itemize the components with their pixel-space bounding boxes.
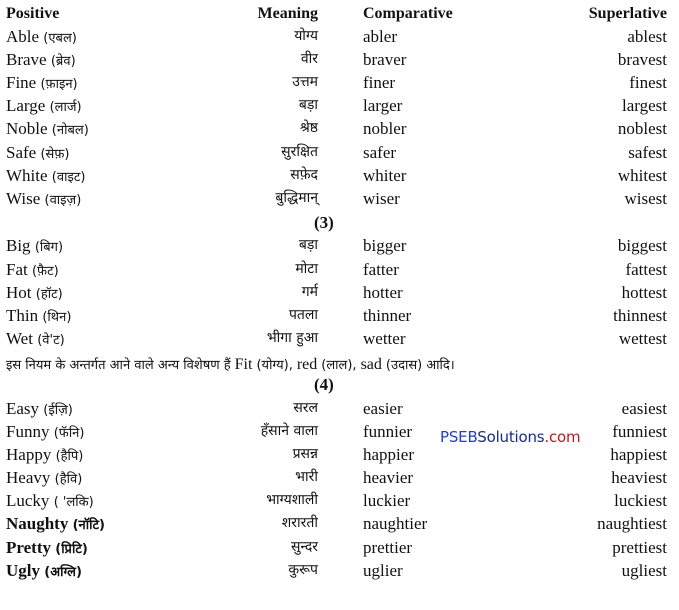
meaning-cell: सुन्दर	[291, 539, 318, 555]
header-meaning: Meaning	[257, 5, 318, 22]
table-row	[0, 71, 679, 94]
positive-cell: Fat (फ़ैट)	[6, 260, 59, 279]
meaning-cell: कुरूप	[288, 562, 318, 578]
comparative-cell: abler	[363, 27, 397, 46]
table-row	[0, 327, 679, 350]
positive-cell: Lucky ( 'लकि)	[6, 491, 94, 510]
meaning-cell: प्रसन्न	[292, 446, 318, 462]
header-superlative: Superlative	[588, 5, 667, 22]
superlative-cell: happiest	[610, 445, 667, 464]
comparative-cell: uglier	[363, 561, 403, 580]
comparative-cell: thinner	[363, 306, 412, 325]
watermark-part-solutions: Solutions	[477, 428, 545, 446]
superlative-cell: noblest	[617, 119, 667, 138]
note-prefix: इस नियम के अन्तर्गत आने वाले अन्य विशेषण हैं	[6, 358, 231, 373]
note-suffix: आदि।	[426, 358, 455, 373]
meaning-cell: गर्म	[301, 284, 318, 300]
note-word-fit-hindi: (योग्य),	[256, 358, 293, 373]
meaning-cell: सरल	[293, 400, 318, 416]
meaning-cell: भाग्यशाली	[266, 492, 318, 508]
comparative-cell: heavier	[363, 468, 414, 487]
table-row	[0, 164, 679, 187]
table-row	[0, 258, 679, 281]
meaning-cell: मोटा	[295, 261, 318, 277]
meaning-cell: सुरक्षित	[281, 144, 318, 160]
header-comparative: Comparative	[363, 5, 453, 22]
meaning-cell: सफ़ेद	[290, 167, 318, 183]
table-row	[0, 187, 679, 210]
positive-cell: White (वाइट)	[6, 166, 86, 185]
table-row	[0, 281, 679, 304]
positive-cell: Heavy (हैवि)	[6, 468, 83, 487]
comparative-cell: wiser	[363, 189, 400, 208]
superlative-cell: heaviest	[611, 468, 667, 487]
meaning-cell: वीर	[300, 51, 318, 67]
comparative-cell: prettier	[363, 538, 413, 557]
positive-cell: Thin (थिन)	[6, 306, 72, 325]
meaning-cell: भारी	[295, 469, 318, 485]
positive-cell: Fine (फ़ाइन)	[6, 73, 78, 92]
meaning-cell: बड़ा	[298, 97, 318, 113]
superlative-cell: hottest	[621, 283, 667, 302]
table-row	[0, 48, 679, 71]
positive-cell: Able (एबल)	[6, 27, 77, 46]
psebsolutions-watermark	[440, 426, 580, 448]
superlative-cell: wisest	[624, 189, 667, 208]
meaning-cell: भीगा हुआ	[266, 330, 318, 346]
meaning-cell: शरारती	[281, 515, 318, 531]
table-header	[0, 2, 679, 25]
note-word-sad-hindi: (उदास)	[385, 358, 423, 373]
table-row	[0, 304, 679, 327]
table-row	[0, 94, 679, 117]
watermark-part-com: .com	[544, 428, 581, 446]
comparative-cell: easier	[363, 399, 403, 418]
comparative-cell: finer	[363, 73, 396, 92]
section-4-label: (4)	[314, 375, 334, 394]
header-positive: Positive	[6, 5, 60, 22]
positive-cell: Naughty (नॉटि)	[6, 514, 105, 533]
positive-cell: Ugly (अग्लि)	[6, 561, 82, 580]
note-word-red-hindi: (लाल),	[321, 358, 357, 373]
rule-note	[6, 353, 455, 377]
superlative-cell: bravest	[617, 50, 667, 69]
positive-cell: Easy (ईज़ि)	[6, 399, 73, 418]
comparative-cell: larger	[363, 96, 403, 115]
meaning-cell: बुद्धिमान्	[275, 190, 318, 206]
comparative-cell: fatter	[363, 260, 399, 279]
comparative-cell: hotter	[363, 283, 403, 302]
table-row	[0, 489, 679, 512]
meaning-cell: हँसाने वाला	[260, 423, 318, 439]
table-row	[0, 117, 679, 140]
table-row	[0, 512, 679, 535]
superlative-cell: prettiest	[612, 538, 667, 557]
comparative-cell: braver	[363, 50, 407, 69]
superlative-cell: funniest	[612, 422, 667, 441]
superlative-cell: easiest	[621, 399, 667, 418]
positive-cell: Pretty (प्रिटि)	[6, 538, 88, 557]
table-row	[0, 141, 679, 164]
table-row	[0, 559, 679, 582]
note-word-sad: sad	[360, 356, 382, 373]
positive-cell: Wet (वे'ट)	[6, 329, 65, 348]
superlative-cell: naughtiest	[597, 514, 667, 533]
note-word-red: red	[296, 356, 318, 373]
comparative-cell: luckier	[363, 491, 411, 510]
superlative-cell: luckiest	[614, 491, 667, 510]
table-row	[0, 234, 679, 257]
superlative-cell: ugliest	[621, 561, 667, 580]
positive-cell: Wise (वाइज़)	[6, 189, 82, 208]
table-row	[0, 466, 679, 489]
table-row	[0, 397, 679, 420]
meaning-cell: योग्य	[294, 28, 318, 44]
superlative-cell: thinnest	[613, 306, 667, 325]
table-row	[0, 25, 679, 48]
meaning-cell: पतला	[288, 307, 318, 323]
positive-cell: Large (लार्ज)	[6, 96, 82, 115]
comparative-cell: nobler	[363, 119, 407, 138]
comparative-cell: naughtier	[363, 514, 428, 533]
superlative-cell: fattest	[625, 260, 667, 279]
meaning-cell: श्रेष्ठ	[299, 120, 318, 136]
superlative-cell: ablest	[627, 27, 667, 46]
positive-cell: Funny (फॅनि)	[6, 422, 85, 441]
comparative-cell: wetter	[363, 329, 406, 348]
superlative-cell: finest	[629, 73, 667, 92]
section-3-label: (3)	[314, 213, 334, 232]
meaning-cell: उत्तम	[292, 74, 318, 90]
superlative-cell: safest	[628, 143, 667, 162]
positive-cell: Safe (सेफ़)	[6, 143, 70, 162]
meaning-cell: बड़ा	[298, 237, 318, 253]
table-row	[0, 536, 679, 559]
watermark-part-pseb: PSEB	[440, 428, 478, 446]
comparative-cell: happier	[363, 445, 414, 464]
note-word-fit: Fit	[234, 356, 253, 373]
positive-cell: Happy (हैपि)	[6, 445, 84, 464]
positive-cell: Brave (ब्रेव)	[6, 50, 76, 69]
comparative-cell: whiter	[363, 166, 407, 185]
positive-cell: Big (बिग)	[6, 236, 64, 255]
comparative-cell: bigger	[363, 236, 407, 255]
superlative-cell: largest	[621, 96, 667, 115]
positive-cell: Noble (नोबल)	[6, 119, 89, 138]
comparative-cell: funnier	[363, 422, 413, 441]
superlative-cell: biggest	[617, 236, 667, 255]
positive-cell: Hot (हॉट)	[6, 283, 63, 302]
superlative-cell: wettest	[618, 329, 667, 348]
superlative-cell: whitest	[617, 166, 667, 185]
comparative-cell: safer	[363, 143, 397, 162]
